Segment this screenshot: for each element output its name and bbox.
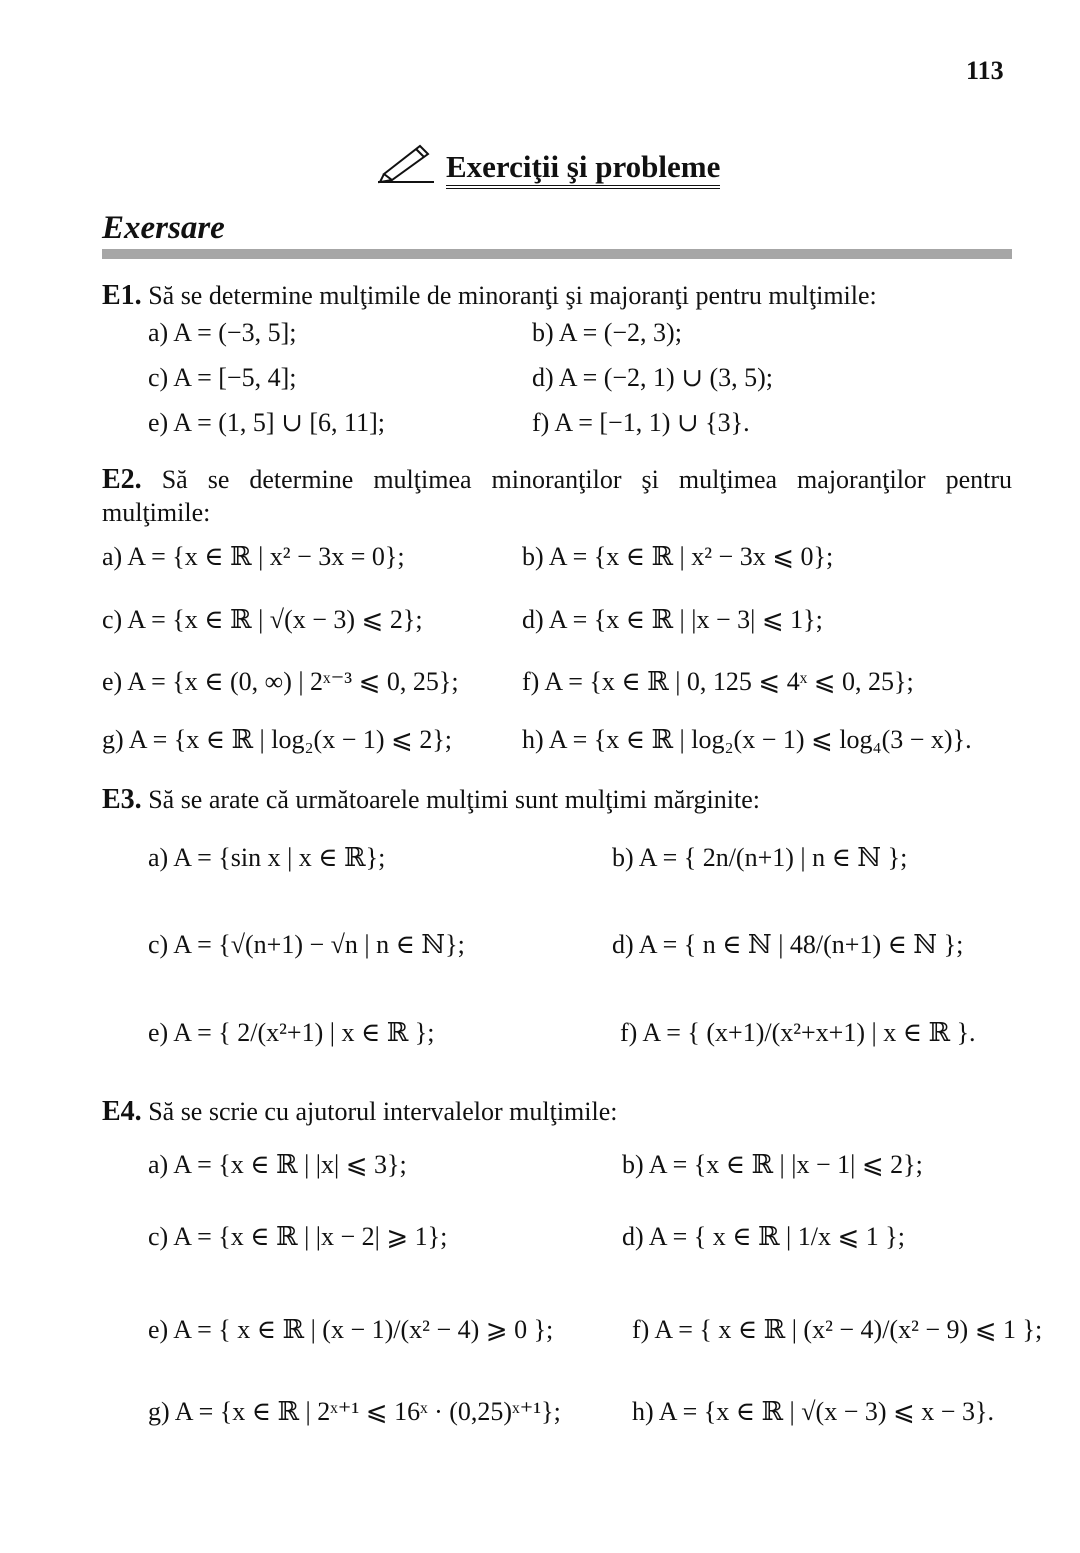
exercise-item: b) A = {x ∈ ℝ | x² − 3x ⩽ 0}; xyxy=(522,542,834,571)
exercise-item: c) A = {√(n+1) − √n | n ∈ ℕ}; xyxy=(148,930,465,959)
exercise-item: h) A = {x ∈ ℝ | log₂(x − 1) ⩽ log₄(3 − x)}. xyxy=(522,725,972,754)
exercise-item: f) A = [−1, 1) ∪ {3}. xyxy=(532,408,750,437)
exercise-item: b) A = {x ∈ ℝ | |x − 1| ⩽ 2}; xyxy=(622,1150,923,1179)
exercise-label: E1. xyxy=(102,280,142,311)
exercise-item: d) A = (−2, 1) ∪ (3, 5); xyxy=(532,363,774,392)
exercise-label: E2. xyxy=(102,464,142,495)
exercise-item: d) A = { x ∈ ℝ | 1/x ⩽ 1 }; xyxy=(622,1222,905,1251)
exercise-item: b) A = { 2n/(n+1) | n ∈ ℕ }; xyxy=(612,843,908,872)
exercise-item: a) A = (−3, 5]; xyxy=(148,318,297,347)
page-number: 113 xyxy=(966,56,1004,85)
exercise-item: a) A = {x ∈ ℝ | x² − 3x = 0}; xyxy=(102,542,405,571)
exercise-item: c) A = [−5, 4]; xyxy=(148,363,297,392)
pencil-icon xyxy=(376,140,436,189)
exercise-item: a) A = {sin x | x ∈ ℝ}; xyxy=(148,843,386,872)
exercise-e1-statement xyxy=(102,280,877,312)
exercise-text: Să se scrie cu ajutorul intervalelor mulţimile: xyxy=(148,1097,618,1126)
exercise-text: Să se determine mulţimile de minoranţi şi majoranţi pentru mulţimile: xyxy=(148,281,877,310)
exercise-item: e) A = { x ∈ ℝ | (x − 1)/(x² − 4) ⩾ 0 }; xyxy=(148,1315,554,1344)
section-heading: Exersare xyxy=(102,210,225,246)
exercise-item: f) A = { (x+1)/(x²+x+1) | x ∈ ℝ }. xyxy=(620,1018,976,1047)
exercise-item: e) A = { 2/(x²+1) | x ∈ ℝ }; xyxy=(148,1018,435,1047)
exercise-e2-statement-cont: mulţimile: xyxy=(102,498,211,527)
exercise-item: f) A = { x ∈ ℝ | (x² − 4)/(x² − 9) ⩽ 1 }; xyxy=(632,1315,1043,1344)
title-text: Exerciţii şi probleme xyxy=(446,150,720,189)
exercise-item: h) A = {x ∈ ℝ | √(x − 3) ⩽ x − 3}. xyxy=(632,1397,994,1426)
exercise-item: f) A = {x ∈ ℝ | 0, 125 ⩽ 4ˣ ⩽ 0, 25}; xyxy=(522,667,914,696)
exercise-text: Să se arate că următoarele mulţimi sunt mulţimi mărginite: xyxy=(148,785,760,814)
exercise-item: d) A = { n ∈ ℕ | 48/(n+1) ∈ ℕ }; xyxy=(612,930,964,959)
exercise-item: c) A = {x ∈ ℝ | √(x − 3) ⩽ 2}; xyxy=(102,605,423,634)
exercise-item: d) A = {x ∈ ℝ | |x − 3| ⩽ 1}; xyxy=(522,605,823,634)
exercise-item: a) A = {x ∈ ℝ | |x| ⩽ 3}; xyxy=(148,1150,407,1179)
exercise-item: b) A = (−2, 3); xyxy=(532,318,682,347)
exercise-item: e) A = {x ∈ (0, ∞) | 2ˣ⁻³ ⩽ 0, 25}; xyxy=(102,667,459,696)
exercise-label: E4. xyxy=(102,1096,142,1127)
exercise-item: g) A = {x ∈ ℝ | log₂(x − 1) ⩽ 2}; xyxy=(102,725,453,754)
exercise-label: E3. xyxy=(102,784,142,815)
section-divider xyxy=(102,249,1012,259)
exercise-e4-statement xyxy=(102,1096,618,1128)
exercise-item: c) A = {x ∈ ℝ | |x − 2| ⩾ 1}; xyxy=(148,1222,448,1251)
exercise-text: Să se determine mulţimea minoranţilor şi mulţimea majoranţilor pentru xyxy=(161,465,1013,494)
exercise-item: e) A = (1, 5] ∪ [6, 11]; xyxy=(148,408,385,437)
exercise-e3-statement xyxy=(102,784,760,816)
exercise-item: g) A = {x ∈ ℝ | 2ˣ⁺¹ ⩽ 16ˣ · (0,25)ˣ⁺¹}; xyxy=(148,1397,561,1426)
exercise-e2-statement xyxy=(102,464,1012,496)
page-title xyxy=(376,140,720,189)
